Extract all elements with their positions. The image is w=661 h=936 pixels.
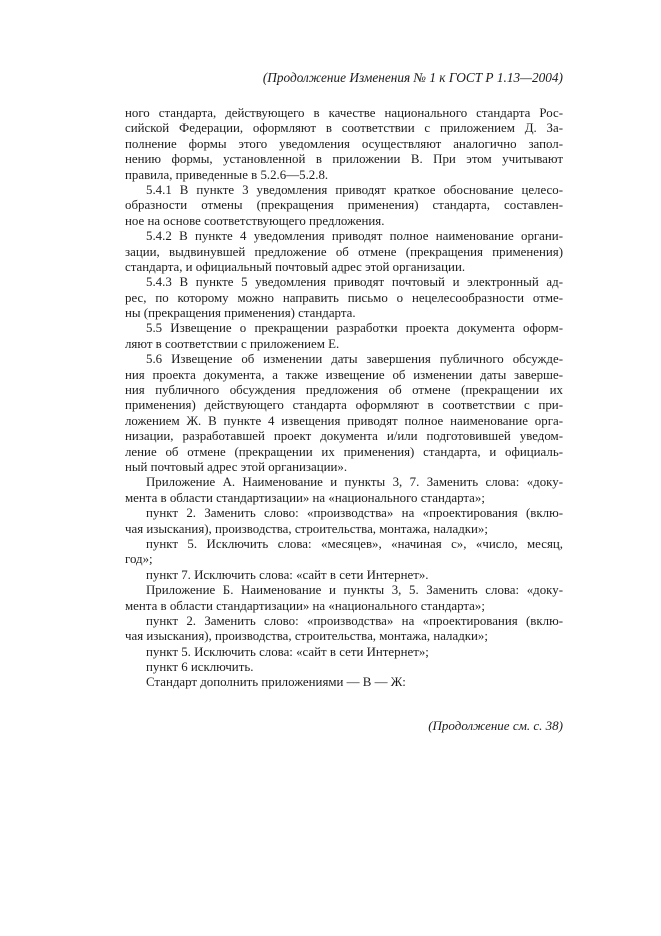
- text-line: пункт 5. Исключить слова: «месяцев», «начиная с», «число, месяц,: [146, 536, 563, 551]
- text-line: чая изыскания), производства, строительства, монтажа, наладки»;: [125, 521, 488, 536]
- text-line: применения) действующего стандарта оформляют в соответствии с при-: [125, 398, 563, 413]
- text-line: 5.4.2 В пункте 4 уведомления приводят полное наименование органи-: [146, 229, 563, 244]
- text-line: год»;: [125, 552, 153, 567]
- text-line: 5.4.1 В пункте 3 уведомления приводят краткое обоснование целесо-: [146, 182, 563, 197]
- text-line: пункт 2. Заменить слово: «производства» на «проектирования (вклю-: [146, 613, 563, 628]
- text-line: низации, разработавшей проект документа и/или подготовившей уведом-: [125, 429, 563, 444]
- text-line: ния проекта документа, а также извещение об изменении даты заверше-: [125, 367, 563, 382]
- text-line: ложением Ж. В пункте 4 извещения приводят полное наименование орга-: [125, 413, 563, 428]
- text-line: ния публичного обсуждения предложения об отмене (прекращении их: [125, 383, 563, 398]
- text-line: 5.6 Извещение об изменении даты завершения публичного обсужде-: [146, 352, 563, 367]
- text-line: мента в области стандартизации» на «национального стандарта»;: [125, 490, 485, 505]
- text-line: мента в области стандартизации» на «национального стандарта»;: [125, 598, 485, 613]
- text-line: Стандарт дополнить приложениями — В — Ж:: [146, 675, 406, 690]
- text-line: ный почтовый адрес этой организации».: [125, 459, 348, 474]
- text-line: правила, приведенные в 5.2.6—5.2.8.: [125, 167, 329, 182]
- text-line: сийской Федерации, оформляют в соответствии с приложением Д. За-: [125, 121, 563, 136]
- text-line: ного стандарта, действующего в качестве национального стандарта Рос-: [125, 106, 563, 120]
- text-line: ление об отмене (прекращении их применения) стандарта, и официаль-: [125, 444, 563, 459]
- text-line: пункт 7. Исключить слова: «сайт в сети Интернет».: [146, 567, 429, 582]
- text-line: 5.5 Извещение о прекращении разработки проекта документа оформ-: [146, 321, 563, 336]
- continuation-note: (Продолжение см. с. 38): [428, 718, 563, 733]
- text-line: полнение формы этого уведомления осуществляют аналогично запол-: [125, 136, 563, 151]
- text-line: Приложение А. Наименование и пункты 3, 7. Заменить слова: «доку-: [146, 475, 563, 490]
- text-line: чая изыскания), производства, строительства, монтажа, наладки»;: [125, 629, 488, 644]
- text-line: зации, выдвинувшей предложение об отмене (прекращения применения): [125, 244, 563, 259]
- text-line: образности отмены (прекращения применения) стандарта, составлен-: [125, 198, 563, 213]
- running-header: (Продолжение Изменения № 1 к ГОСТ Р 1.13—2004): [262, 70, 563, 85]
- text-line: ляют в соответствии с приложением Е.: [125, 336, 340, 351]
- text-line: нению формы, установленной в приложении В. При этом учитывают: [125, 152, 563, 167]
- text-line: ное на основе соответствующего предложения.: [125, 213, 385, 228]
- text-line: 5.4.3 В пункте 5 уведомления приводят почтовый и электронный ад-: [146, 275, 563, 290]
- body-text: [125, 106, 563, 691]
- text-line: ны (прекращения применения) стандарта.: [125, 306, 356, 321]
- text-line: Приложение Б. Наименование и пункты 3, 5. Заменить слова: «доку-: [146, 583, 563, 598]
- text-line: стандарта, и официальный почтовый адрес этой организации.: [125, 259, 466, 274]
- text-line: пункт 2. Заменить слово: «производства» на «проектирования (вклю-: [146, 506, 563, 521]
- text-line: пункт 5. Исключить слова: «сайт в сети Интернет»;: [146, 644, 429, 659]
- text-line: пункт 6 исключить.: [146, 660, 254, 675]
- text-line: рес, по которому можно направить письмо о нецелесообразности отме-: [125, 290, 563, 305]
